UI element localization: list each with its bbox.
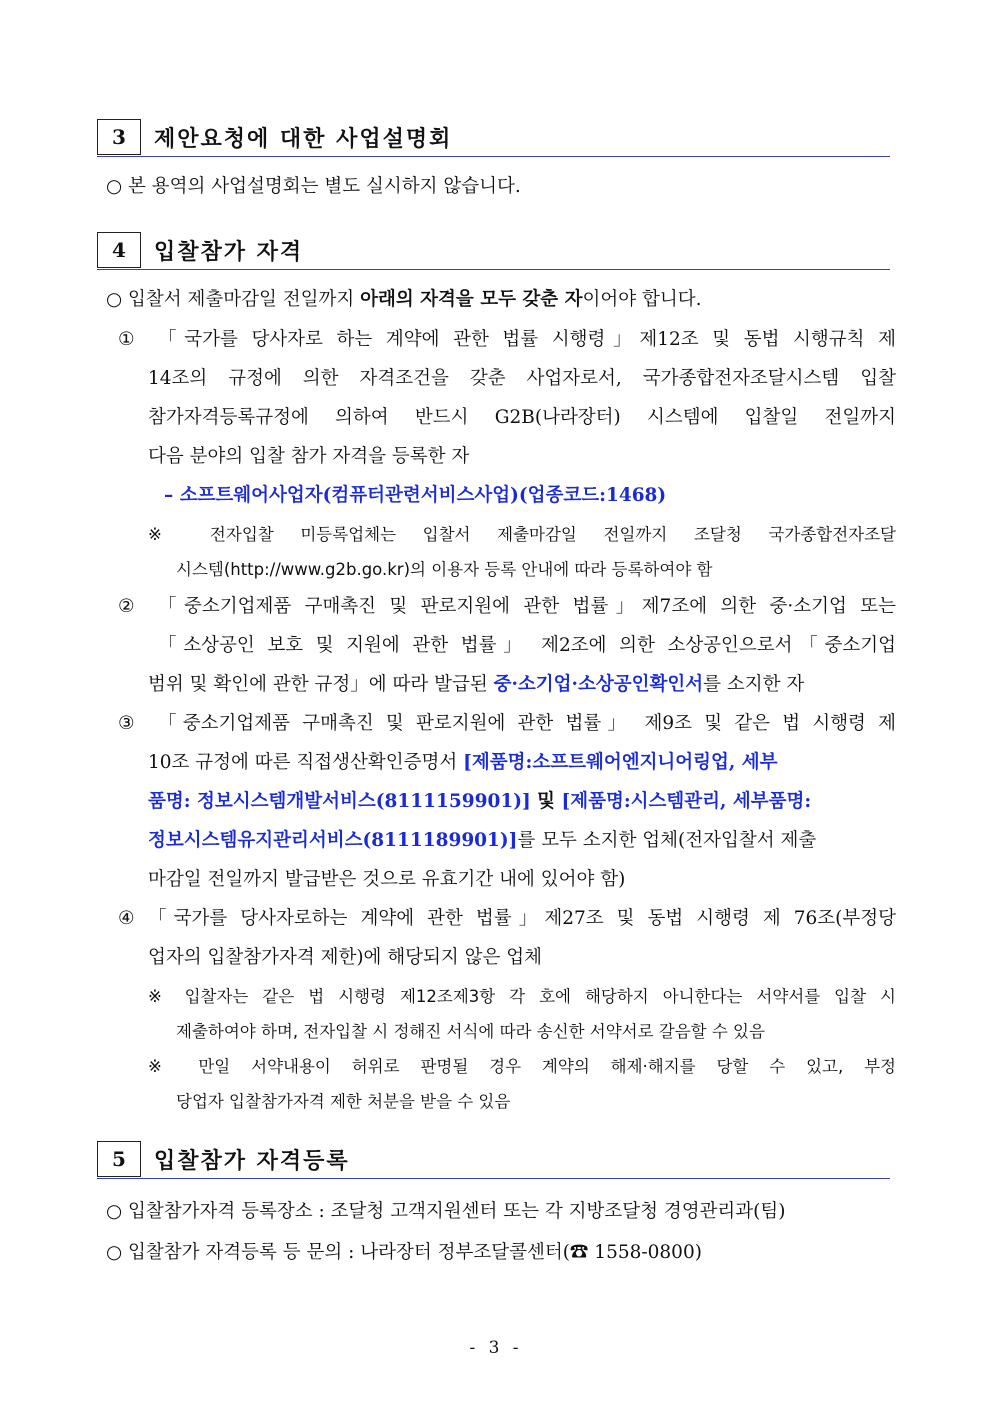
section-4-header	[97, 232, 890, 270]
item3-line2b: [제품명:소프트웨어엔지니어링업, 세부	[463, 752, 778, 773]
section-title: 입찰참가 자격등록	[154, 1148, 350, 1174]
section-number: 5	[97, 1141, 141, 1177]
item1-sub: – 소프트웨어사업자(컴퓨터관련서비스사업)(업종코드:1468)	[164, 485, 667, 506]
section-title: 입찰참가 자격	[154, 239, 304, 265]
item2-mark: ②	[118, 596, 135, 617]
item3-line3b: 및	[530, 791, 562, 812]
item3-mark: ③	[118, 713, 135, 734]
item3-line1: 「중소기업제품 구매촉진 및 판로지원에 관한 법률」 제9조 및 같은 법 시행령 제	[158, 713, 896, 734]
item4-note1a: ※ 입찰자는 같은 법 시행령 제12조제3항 각 호에 해당하지 아니한다는 서약서를 입찰 시	[148, 987, 896, 1006]
s4-intro	[106, 287, 701, 313]
item2-line3c: 를 소지한 자	[703, 674, 805, 695]
item4-note1b: 제출하여야 하며, 전자입찰 시 정해진 서식에 따라 송신한 서약서로 갈음할 수 있음	[176, 1022, 765, 1041]
section-rule	[97, 156, 890, 157]
s3-body: ○ 본 용역의 사업설명회는 별도 실시하지 않습니다.	[106, 176, 521, 197]
s4-intro-c: 이어야 합니다.	[582, 289, 702, 310]
item4-note2a: ※ 만일 서약내용이 허위로 판명될 경우 계약의 해제·해지를 당할 수 있고, 부정	[148, 1057, 896, 1076]
item3-line3c: [제품명:시스템관리, 세부품명:	[561, 791, 812, 812]
item2-line1: 「중소기업제품 구매촉진 및 판로지원에 관한 법률」제7조에 의한 중·소기업 또는	[158, 596, 896, 617]
item3-line4b: 를 모두 소지한 업체(전자입찰서 제출	[517, 830, 817, 851]
item1-line2: 14조의 규정에 의한 자격조건을 갖춘 사업자로서, 국가종합전자조달시스템 입찰	[148, 368, 896, 389]
item3-line4a: 정보시스템유지관리서비스(8111189901)]	[148, 830, 518, 851]
s4-intro-a: ○ 입찰서 제출마감일 전일까지	[106, 289, 361, 310]
page-number: - 3 -	[469, 1338, 523, 1358]
s5-body1: ○ 입찰참가자격 등록장소 : 조달청 고객지원센터 또는 각 지방조달청 경영관리과(팀)	[106, 1201, 786, 1222]
item1-line4: 다음 분야의 입찰 참가 자격을 등록한 자	[148, 446, 470, 467]
item2-line3b: 중·소기업·소상공인확인서	[493, 674, 704, 695]
s4-intro-b: 아래의 자격을 모두 갖춘 자	[360, 289, 583, 310]
section-title: 제안요청에 대한 사업설명회	[154, 126, 453, 152]
s5-body2: ○ 입찰참가 자격등록 등 문의 : 나라장터 정부조달콜센터(☎ 1558-0800)	[106, 1242, 702, 1263]
item1-mark: ①	[118, 329, 135, 350]
section-number: 3	[97, 119, 141, 155]
item4-mark: ④	[118, 908, 135, 929]
item4-line2: 업자의 입찰참가자격 제한)에 해당되지 않은 업체	[148, 947, 543, 968]
item2-line2: 「소상공인 보호 및 지원에 관한 법률」 제2조에 의한 소상공인으로서「중소기업	[158, 635, 896, 656]
item3-line5: 마감일 전일까지 발급받은 것으로 유효기간 내에 있어야 함)	[148, 869, 626, 890]
item3-line2a: 10조 규정에 따른 직접생산확인증명서	[148, 752, 464, 773]
section-rule	[97, 269, 890, 270]
section-rule	[97, 1178, 890, 1179]
section-number: 4	[97, 232, 141, 268]
item3-line2	[148, 750, 778, 776]
section-3-header	[97, 119, 890, 157]
item2-line3	[148, 672, 804, 698]
item1-note1: ※ 전자입찰 미등록업체는 입찰서 제출마감일 전일까지 조달청 국가종합전자조달	[148, 525, 896, 544]
item1-line3: 참가자격등록규정에 의하여 반드시 G2B(나라장터) 시스템에 입찰일 전일까지	[148, 407, 896, 428]
item1-line1: 「국가를 당사자로 하는 계약에 관한 법률 시행령」제12조 및 동법 시행규칙 제	[158, 329, 896, 350]
item3-line3a: 품명: 정보시스템개발서비스(8111159901)]	[148, 791, 531, 812]
item3-line3	[148, 789, 811, 815]
item4-note2b: 당업자 입찰참가자격 제한 처분을 받을 수 있음	[176, 1092, 511, 1111]
section-5-header	[97, 1141, 890, 1179]
item3-line4	[148, 828, 816, 854]
item1-note2: 시스템(http://www.g2b.go.kr)의 이용자 등록 안내에 따라 등록하여야 함	[176, 560, 713, 579]
item4-line1: 「국가를 당사자로하는 계약에 관한 법률」제27조 및 동법 시행령 제 76조(부정당	[148, 908, 896, 929]
item2-line3a: 범위 및 확인에 관한 규정」에 따라 발급된	[148, 674, 494, 695]
